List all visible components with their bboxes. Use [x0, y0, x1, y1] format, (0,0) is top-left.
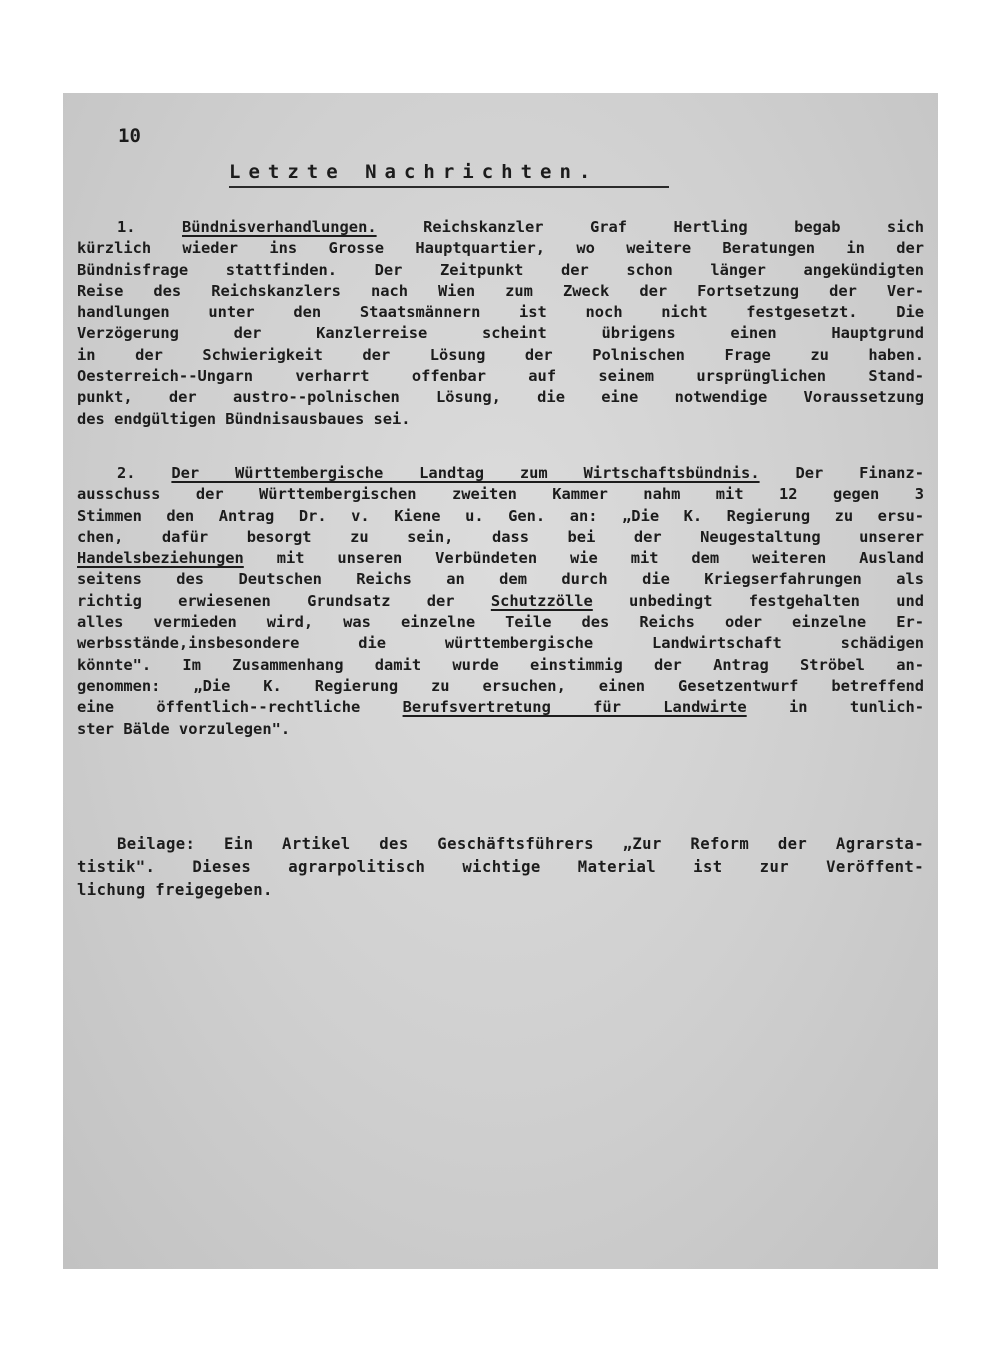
text-line: alles vermieden wird, was einzelne Teile des Reichs oder einzelne Er-: [77, 613, 924, 632]
text-line: Reise des Reichskanzlers nach Wien zum Zweck der Fortsetzung der Ver-: [77, 281, 924, 300]
text-line: handlungen unter den Staatsmännern ist noch nicht festgesetzt. Die: [77, 303, 924, 322]
underlined-phrase: Der Württembergische Landtag zum Wirtschaftsbündnis.: [171, 464, 760, 482]
text-line: Oesterreich--Ungarn verharrt offenbar auf seinem ursprünglichen Stand-: [77, 367, 924, 386]
scanned-page: [63, 93, 938, 1269]
line-text: richtig erwiesenen Grundsatz der: [77, 591, 491, 610]
line-text: eine öffentlich--rechtliche: [77, 698, 403, 717]
line-text: unbedingt festgehalten und: [592, 591, 924, 610]
underlined-phrase: Bündnisverhandlungen.: [182, 218, 377, 236]
text-line: des endgültigen Bündnisausbaues sei.: [77, 409, 411, 428]
text-line: ster Bälde vorzulegen".: [77, 719, 291, 738]
text-line: tistik". Dieses agrarpolitisch wichtige Material ist zur Veröffent-: [77, 858, 924, 876]
text-line: [77, 548, 924, 569]
line-text: 1.: [117, 218, 183, 236]
heading-underline: [229, 186, 669, 188]
text-line: [77, 217, 924, 238]
page-heading: Letzte Nachrichten.: [229, 161, 599, 183]
line-text: Reichskanzler Graf Hertling begab sich: [376, 218, 924, 236]
text-line: [77, 463, 924, 484]
underlined-phrase: Berufsvertretung für Landwirte: [402, 698, 747, 717]
text-line: kürzlich wieder ins Grosse Hauptquartier, wo weitere Beratungen in der: [77, 239, 924, 258]
text-line: werbsstände,insbesondere die württembergische Landwirtschaft schädigen: [77, 634, 924, 653]
text-line: ausschuss der Württembergischen zweiten Kammer nahm mit 12 gegen 3: [77, 485, 924, 504]
text-line: könnte". Im Zusammenhang damit wurde einstimmig der Antrag Ströbel an-: [77, 655, 924, 674]
line-text: Der Finanz-: [759, 464, 924, 482]
text-line: punkt, der austro--polnischen Lösung, die eine notwendige Voraussetzung: [77, 388, 924, 407]
document-body: [63, 93, 938, 1269]
underlined-phrase: Handelsbeziehungen: [77, 549, 244, 568]
text-line: in der Schwierigkeit der Lösung der Polnischen Frage zu haben.: [77, 345, 924, 364]
news-item-1: [77, 217, 924, 430]
enclosure-note: [77, 833, 924, 902]
news-item-2: [77, 463, 924, 740]
line-text: in tunlich-: [746, 698, 924, 717]
line-text: mit unseren Verbündeten wie mit dem weiteren Ausland: [243, 549, 924, 568]
text-line: Verzögerung der Kanzlerreise scheint übrigens einen Hauptgrund: [77, 324, 924, 343]
text-line: Stimmen den Antrag Dr. v. Kiene u. Gen. an: „Die K. Regierung zu ersu-: [77, 506, 924, 525]
text-line: [77, 591, 924, 612]
text-line: Beilage: Ein Artikel des Geschäftsführers „Zur Reform der Agrarsta-: [117, 835, 924, 853]
underlined-phrase: Schutzzölle: [490, 591, 593, 610]
text-line: [77, 697, 924, 718]
text-line: chen, dafür besorgt zu sein, dass bei der Neugestaltung unserer: [77, 527, 924, 546]
text-line: seitens des Deutschen Reichs an dem durch die Kriegserfahrungen als: [77, 570, 924, 589]
text-line: Bündnisfrage stattfinden. Der Zeitpunkt der schon länger angekündigten: [77, 260, 924, 279]
text-line: lichung freigegeben.: [77, 881, 273, 899]
line-text: 2.: [117, 464, 172, 482]
text-line: genommen: „Die K. Regierung zu ersuchen, einen Gesetzentwurf betreffend: [77, 676, 924, 695]
page-number: 10: [118, 125, 141, 147]
